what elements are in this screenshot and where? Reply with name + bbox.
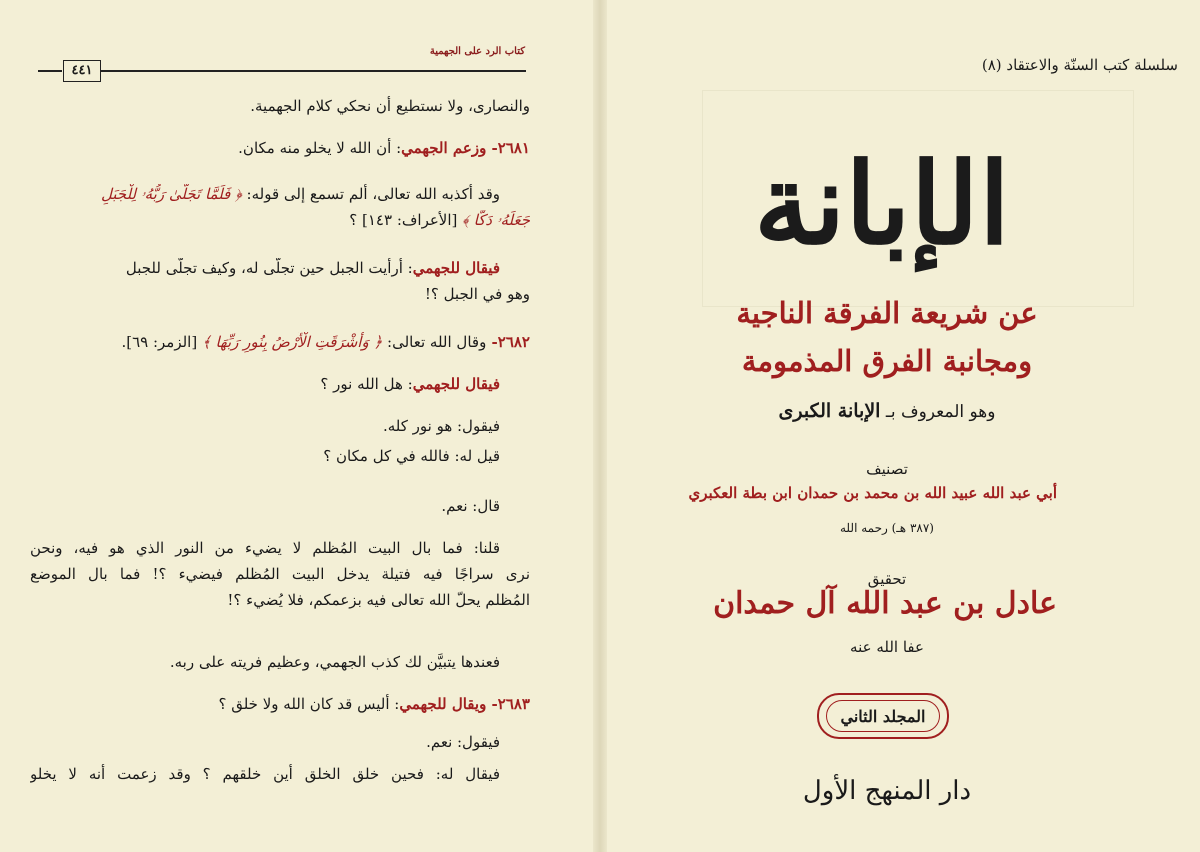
text-run: قال: نعم. xyxy=(441,497,500,515)
text-line xyxy=(30,590,530,611)
series-title: سلسلة كتب السنّة والاعتقاد (٨) xyxy=(981,56,1178,74)
section-heading: فيقال للجهمي xyxy=(412,259,500,277)
text-run: فعندها يتبيَّن لك كذب الجهمي، وعظيم فريته على ربه. xyxy=(169,653,500,671)
book-gutter xyxy=(593,0,607,852)
section-heading: ٢٦٨١- وزعم الجهمي xyxy=(401,139,530,157)
text-line xyxy=(30,184,500,205)
left-page xyxy=(0,0,593,852)
text-line xyxy=(30,732,500,753)
author-death: (٣٨٧ هـ) رحمه الله xyxy=(840,521,934,535)
text-run: قلنا: فما بال البيت المُظلم لا يضيء من النور الذي هو فيه، ونحن xyxy=(30,539,500,557)
book-title: الإبانة xyxy=(754,139,1010,270)
quran-quote: ﴿ فَلَمَّا تَجَلَّىٰ رَبُّهُۥ لِلْجَبَلِ xyxy=(101,185,242,203)
text-line xyxy=(30,496,500,517)
running-head: كتاب الرد على الجهمية xyxy=(429,46,525,57)
text-line xyxy=(30,284,530,305)
title-page xyxy=(607,0,1200,852)
author-name: أبي عبد الله عبيد الله بن محمد بن حمدان ابن بطة العكبري xyxy=(688,484,1057,502)
text-line xyxy=(30,446,500,467)
known-as-title: الإبانة الكبرى xyxy=(778,400,881,422)
text-run: : أليس قد كان الله ولا خلق ؟ xyxy=(218,695,400,713)
publisher-name: دار المنهج الأول xyxy=(802,776,972,806)
authorship-label: تصنيف xyxy=(866,460,908,478)
text-run: [الزمر: ٦٩]. xyxy=(121,333,202,351)
text-line xyxy=(30,138,530,159)
text-run: قيل له: فالله في كل مكان ؟ xyxy=(323,447,500,465)
known-as-prefix: وهو المعروف بـ xyxy=(880,402,996,422)
text-line xyxy=(30,416,500,437)
section-heading: ٢٦٨٢- xyxy=(486,333,530,351)
text-run: نرى سراجًا فيه فتيلة يدخل البيت المُظلم فيضيء ؟! فما بال الموضع xyxy=(30,565,530,583)
quran-quote: جَعَلَهُۥ دَكًّا ﴾ xyxy=(462,211,530,229)
text-line xyxy=(30,564,530,585)
text-run: فيقول: هو نور كله. xyxy=(382,417,500,435)
text-run: : أرأيت الجبل حين تجلَّى له، وكيف تجلَّى للجبل xyxy=(125,259,413,277)
text-line xyxy=(30,210,530,231)
subtitle-line-1: عن شريعة الفرقة الناجية xyxy=(736,296,1038,330)
text-run: [الأعراف: ١٤٣] ؟ xyxy=(349,211,463,229)
text-run: والنصارى، ولا نستطيع أن نحكي كلام الجهمية. xyxy=(250,97,530,115)
editor-note: عفا الله عنه xyxy=(850,638,924,656)
quran-quote: ﴿ وَأَشْرَقَتِ الْأَرْضُ بِنُورِ رَبِّهَا ﴾ xyxy=(201,333,383,351)
text-run: وقال الله تعالى: xyxy=(382,333,487,351)
text-line xyxy=(30,652,500,673)
known-as xyxy=(717,400,1057,422)
section-heading: فيقال للجهمي xyxy=(412,375,500,393)
text-line xyxy=(30,258,500,279)
volume-label: المجلد الثاني xyxy=(826,700,940,732)
text-line xyxy=(30,96,530,117)
text-line xyxy=(30,694,530,715)
header-rule-short xyxy=(38,70,62,72)
section-heading: ٢٦٨٣- ويقال للجهمي xyxy=(399,695,530,713)
volume-badge xyxy=(817,693,949,739)
text-run: وقد أكذبه الله تعالى، ألم تسمع إلى قوله: xyxy=(241,185,500,203)
text-run: : هل الله نور ؟ xyxy=(320,375,413,393)
text-run: المُظلم يحلّ الله تعالى فيه بزعمكم، فلا يُضيء ؟! xyxy=(227,591,530,609)
text-run: : أن الله لا يخلو منه مكان. xyxy=(238,139,402,157)
text-line xyxy=(30,374,500,395)
page-number: ٤٤١ xyxy=(63,60,101,82)
header-rule xyxy=(100,70,526,72)
text-run: فيقول: نعم. xyxy=(426,733,500,751)
text-run: وهو في الجبل ؟! xyxy=(424,285,530,303)
text-line xyxy=(30,538,500,559)
text-line xyxy=(30,332,530,353)
text-run: فيقال له: فحين خلق الخلق أين خلقهم ؟ وقد زعمت أنه لا يخلو xyxy=(30,765,500,783)
editor-name: عادل بن عبد الله آل حمدان xyxy=(713,586,1057,621)
text-line xyxy=(30,764,500,785)
subtitle-line-2: ومجانبة الفرق المذمومة xyxy=(741,344,1033,378)
editing-label: تحقيق xyxy=(867,570,907,588)
